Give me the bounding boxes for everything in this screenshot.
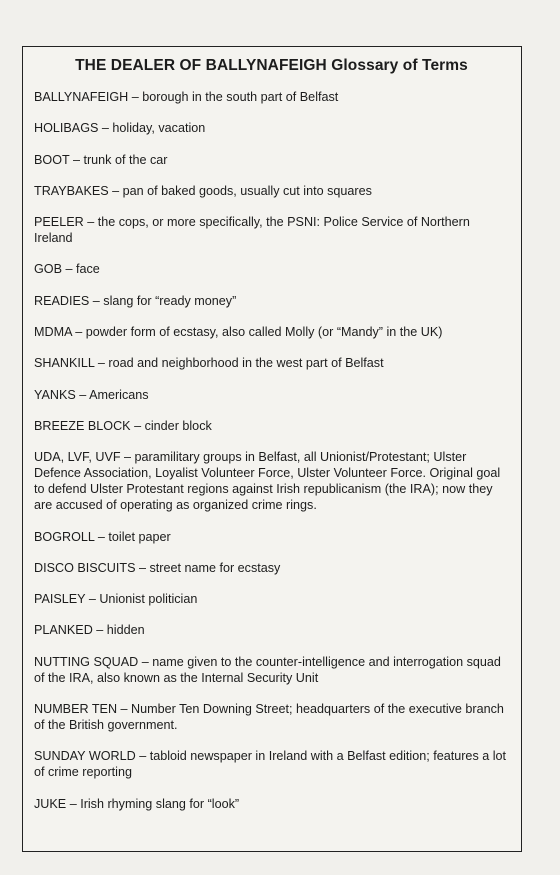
glossary-entry-disco-biscuits: DISCO BISCUITS – street name for ecstasy [34,560,281,575]
glossary-entry-number-ten: NUMBER TEN – Number Ten Downing Street; headquarters of the executive branch of the British government. [34,702,504,733]
glossary-entry-traybakes: TRAYBAKES – pan of baked goods, usually cut into squares [34,183,372,198]
glossary-entry-peeler: PEELER – the cops, or more specifically, the PSNI: Police Service of Northern Ireland [34,215,470,246]
glossary-entry-juke: JUKE – Irish rhyming slang for “look” [34,796,240,811]
glossary-entry-uda-lvf-uvf: UDA, LVF, UVF – paramilitary groups in Belfast, all Unionist/Protestant; Ulster Defence Association, Loyalist Volunteer Force, Ulster Volunteer Force. Original goal to defend Ulster Protestant regions against Irish republicanism (the IRA); now they are accused of operating as organized crime rings. [34,450,501,513]
glossary-entry-bogroll: BOGROLL – toilet paper [34,529,171,544]
glossary-entry-shankill: SHANKILL – road and neighborhood in the west part of Belfast [34,356,384,371]
glossary-entry-boot: BOOT – trunk of the car [34,152,168,167]
glossary-entry-readies: READIES – slang for “ready money” [34,293,237,308]
glossary-entry-ballynafeigh: BALLYNAFEIGH – borough in the south part of Belfast [34,90,339,104]
glossary-entry-nutting-squad: NUTTING SQUAD – name given to the counter-intelligence and interrogation squad of the IRA, also known as the Internal Security Unit [34,654,501,685]
glossary-entry-gob: GOB – face [34,262,100,277]
glossary-title: THE DEALER OF BALLYNAFEIGH Glossary of Terms [75,57,468,74]
glossary-entry-mdma: MDMA – powder form of ecstasy, also called Molly (or “Mandy” in the UK) [34,325,443,340]
glossary-box [22,46,522,852]
glossary-entry-holibags: HOLIBAGS – holiday, vacation [34,121,206,136]
glossary-entry-yanks: YANKS – Americans [34,387,149,402]
glossary-entry-sunday-world: SUNDAY WORLD – tabloid newspaper in Ireland with a Belfast edition; features a lot of crime reporting [34,749,507,780]
glossary-entry-paisley: PAISLEY – Unionist politician [34,592,198,607]
glossary-entry-planked: PLANKED – hidden [34,623,145,638]
glossary-entries [34,89,509,812]
glossary-entry-breeze-block: BREEZE BLOCK – cinder block [34,418,212,433]
